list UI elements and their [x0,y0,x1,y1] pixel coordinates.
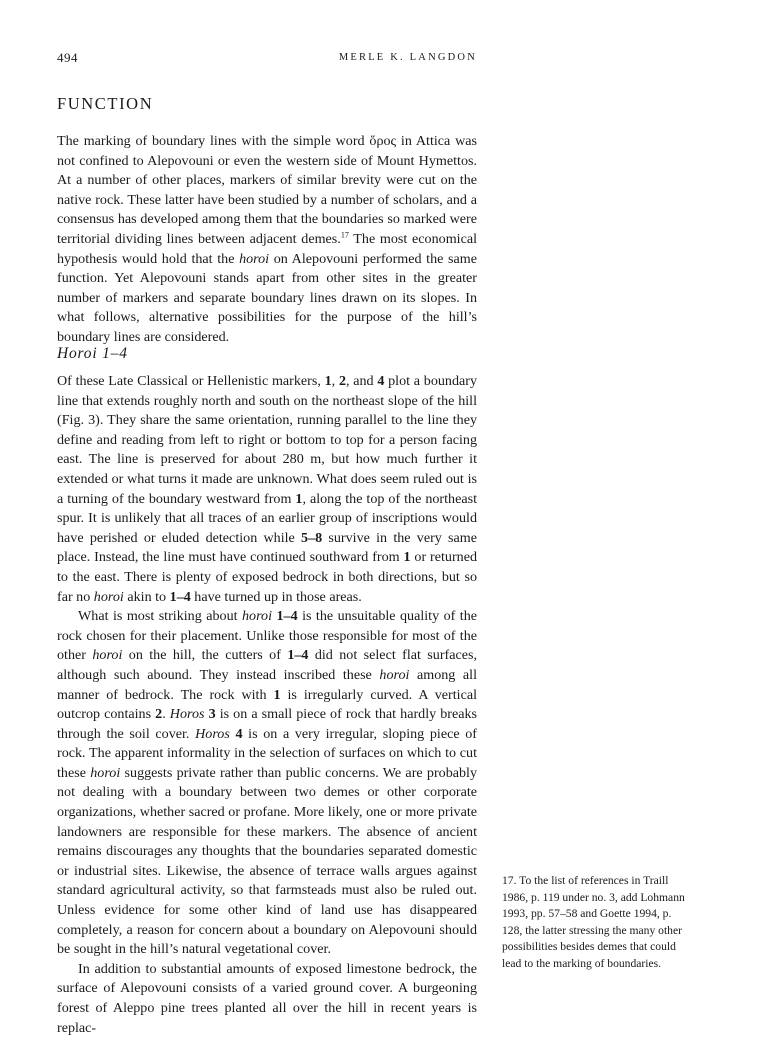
horoi-section-body [57,372,477,1038]
paragraph-horoi-3: In addition to substantial amounts of exposed limestone bedrock, the surface of Alepovouni consists of a varied ground cover. A burgeoning forest of Aleppo pine trees planted all over the hill in recent years is replac- [57,960,477,1036]
footnote-line: lead to the marking of boundaries. [502,956,662,970]
paragraph-horoi-1: Of these Late Classical or Hellenistic markers, 1, 2, and 4 plot a boundary line that extends roughly north and south on the northeast slope of the hill (Fig. 3). They share the same orientation, running parallel to the line they define and reading from left to right or bottom to top for a person facing east. The line is preserved for about 280 m, but how much further it extended or what turns it made are unknown. What does seem ruled out is a turning of the boundary westward from 1, along the top of the northeast spur. It is unlikely that all traces of an earlier group of inscriptions would have perished or eluded detection while 5–8 survive in the very same place. Instead, the line must have continued southward from 1 or returned to the east. There is plenty of exposed bedrock in both directions, but so far no horoi akin to 1–4 have turned up in those areas. [57,373,478,605]
footnote-line: possibilities besides demes that could [502,940,676,954]
footnote-line: 17. To the list of references in Traill [502,874,669,887]
page-number: 494 [57,50,78,65]
italic-term: horoi [239,250,270,267]
footnote-reference: 17 [340,230,349,240]
paragraph-horoi-2: What is most striking about horoi 1–4 is the unsuitable quality of the rock chosen for their placement. Unlike those responsible for most of the other horoi on the hill, the cutters of 1–4 did not select flat surfaces, although such abound. They instead inscribed these horoi among all manner of bedrock. The rock with 1 is irregularly curved. A vertical outcrop contains 2. Horos 3 is on a small piece of rock that hardly breaks through the soil cover. Horos 4 is on a very irregular, sloping piece of rock. The apparent informality in the selection of surfaces on which to cut these horoi suggests private rather than public concerns. We are probably not dealing with a boundary between two demes or other corporate organizations, whether sacred or profane. More likely, one or more private landowners are responsible for these markers. The absence of ancient remains discourages any thoughts that the boundaries separated domestic or industrial sites. Likewise, the absence of terrace walls argues against standard agricultural activity, so that farmsteads must also be ruled out. Unless evidence for some other kind of land use has disappeared completely, a reason for concern about a boundary on Alepovouni should be sought in the hill’s natural vegetational cover. [57,608,478,958]
subsection-heading: Horoi 1–4 [57,345,128,362]
footnote-line: 128, the latter stressing the many other [502,923,682,937]
footnote-17 [502,873,712,973]
footnote-line: 1993, pp. 57–58 and Goette 1994, p. [502,907,672,921]
greek-word: ὅρος [369,133,397,149]
paragraph-function [57,132,477,348]
running-head: MERLE K. LANGDON [338,52,477,63]
section-heading: FUNCTION [57,94,154,113]
paragraph-text: The marking of boundary lines with the simple word ὅρος in Attica was not confined to Alepovouni or even the western side of Mount Hymettos. At a number of other places, markers of similar brevity were cut on the native rock. These latter have been studied by a number of scholars, and a consensus has developed among them that the boundaries so marked were territorial dividing lines between adjacent demes.$^{17}$ The most economical hypothesis would hold that the horoi on Alepovouni performed the same function. Yet Alepovouni stands apart from other sites in the greater number of markers and separate boundary lines drawn on its slopes. In what follows, alternative possibilities for the purpose of the hill’s boundary lines are considered. [57,133,478,345]
footnote-line: 1986, p. 119 under no. 3, add Lohmann [502,890,685,904]
